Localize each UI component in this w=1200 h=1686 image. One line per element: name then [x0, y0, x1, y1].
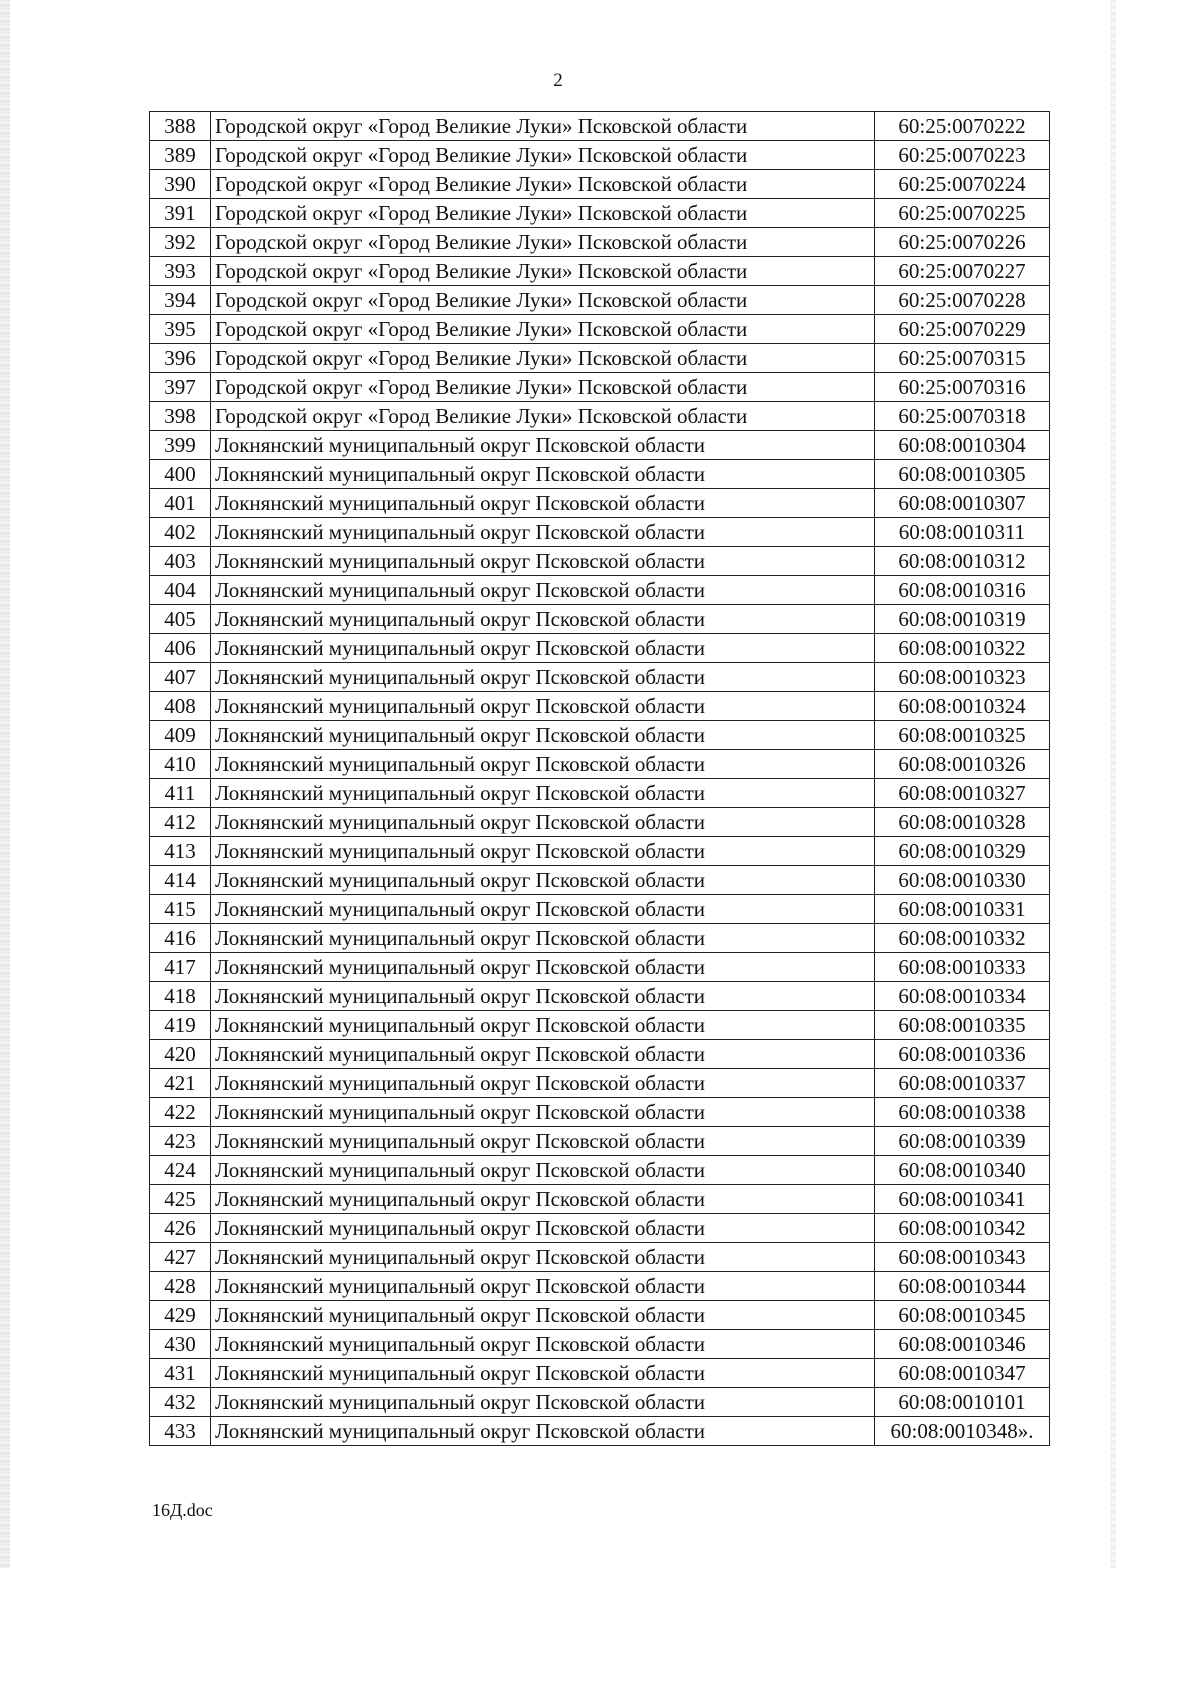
- cadastral-quarter-cell: 60:25:0070222: [875, 112, 1050, 141]
- table-row: [150, 228, 1050, 257]
- table-row: [150, 895, 1050, 924]
- municipality-cell: Локнянский муниципальный округ Псковской области: [211, 489, 875, 518]
- page-number: 2: [553, 70, 563, 91]
- municipality-cell: Локнянский муниципальный округ Псковской области: [211, 518, 875, 547]
- table-row: [150, 1214, 1050, 1243]
- row-number-cell: 425: [150, 1185, 211, 1214]
- row-number-cell: 416: [150, 924, 211, 953]
- cadastral-quarter-cell: 60:08:0010338: [875, 1098, 1050, 1127]
- table-row: [150, 112, 1050, 141]
- municipality-cell: Локнянский муниципальный округ Псковской области: [211, 837, 875, 866]
- cadastral-quarter-cell: 60:08:0010322: [875, 634, 1050, 663]
- cadastral-quarter-cell: 60:08:0010333: [875, 953, 1050, 982]
- row-number-cell: 431: [150, 1359, 211, 1388]
- municipality-cell: Локнянский муниципальный округ Псковской области: [211, 460, 875, 489]
- municipality-cell: Локнянский муниципальный округ Псковской области: [211, 1127, 875, 1156]
- cadastral-quarter-cell: 60:08:0010307: [875, 489, 1050, 518]
- municipality-cell: Локнянский муниципальный округ Псковской области: [211, 1359, 875, 1388]
- municipality-cell: Локнянский муниципальный округ Псковской области: [211, 1069, 875, 1098]
- row-number-cell: 409: [150, 721, 211, 750]
- row-number-cell: 428: [150, 1272, 211, 1301]
- municipality-cell: Городской округ «Город Великие Луки» Псковской области: [211, 228, 875, 257]
- table-row: [150, 750, 1050, 779]
- municipality-cell: Локнянский муниципальный округ Псковской области: [211, 982, 875, 1011]
- table-row: [150, 170, 1050, 199]
- row-number-cell: 432: [150, 1388, 211, 1417]
- row-number-cell: 420: [150, 1040, 211, 1069]
- row-number-cell: 393: [150, 257, 211, 286]
- municipality-cell: Локнянский муниципальный округ Псковской области: [211, 692, 875, 721]
- cadastral-quarter-cell: 60:08:0010342: [875, 1214, 1050, 1243]
- row-number-cell: 414: [150, 866, 211, 895]
- row-number-cell: 392: [150, 228, 211, 257]
- row-number-cell: 419: [150, 1011, 211, 1040]
- municipality-cell: Городской округ «Город Великие Луки» Псковской области: [211, 141, 875, 170]
- row-number-cell: 403: [150, 547, 211, 576]
- cadastral-quarter-cell: 60:25:0070227: [875, 257, 1050, 286]
- table-row: [150, 1127, 1050, 1156]
- table-row: [150, 837, 1050, 866]
- table-row: [150, 489, 1050, 518]
- table-row: [150, 402, 1050, 431]
- row-number-cell: 398: [150, 402, 211, 431]
- municipality-cell: Городской округ «Город Великие Луки» Псковской области: [211, 373, 875, 402]
- cadastral-quarter-cell: 60:08:0010340: [875, 1156, 1050, 1185]
- cadastral-quarter-cell: 60:08:0010316: [875, 576, 1050, 605]
- table-row: [150, 576, 1050, 605]
- row-number-cell: 430: [150, 1330, 211, 1359]
- table-row: [150, 1069, 1050, 1098]
- cadastral-quarter-cell: 60:08:0010331: [875, 895, 1050, 924]
- table-row: [150, 1040, 1050, 1069]
- municipality-cell: Локнянский муниципальный округ Псковской области: [211, 721, 875, 750]
- table-row: [150, 779, 1050, 808]
- row-number-cell: 407: [150, 663, 211, 692]
- table-row: [150, 634, 1050, 663]
- row-number-cell: 406: [150, 634, 211, 663]
- cadastral-quarter-cell: 60:25:0070315: [875, 344, 1050, 373]
- cadastral-quarter-cell: 60:25:0070223: [875, 141, 1050, 170]
- scan-edge-right: [1110, 0, 1116, 1568]
- table-row: [150, 1156, 1050, 1185]
- municipality-cell: Локнянский муниципальный округ Псковской области: [211, 1214, 875, 1243]
- cadastral-quarter-cell: 60:08:0010304: [875, 431, 1050, 460]
- row-number-cell: 396: [150, 344, 211, 373]
- row-number-cell: 411: [150, 779, 211, 808]
- table-row: [150, 1272, 1050, 1301]
- row-number-cell: 389: [150, 141, 211, 170]
- row-number-cell: 399: [150, 431, 211, 460]
- municipality-cell: Локнянский муниципальный округ Псковской области: [211, 1040, 875, 1069]
- row-number-cell: 421: [150, 1069, 211, 1098]
- municipality-cell: Городской округ «Город Великие Луки» Псковской области: [211, 286, 875, 315]
- cadastral-quarter-cell: 60:08:0010348».: [875, 1417, 1050, 1446]
- table-row: [150, 1243, 1050, 1272]
- cadastral-quarter-cell: 60:08:0010330: [875, 866, 1050, 895]
- row-number-cell: 395: [150, 315, 211, 344]
- municipality-cell: Локнянский муниципальный округ Псковской области: [211, 895, 875, 924]
- table-row: [150, 605, 1050, 634]
- municipality-cell: Локнянский муниципальный округ Псковской области: [211, 924, 875, 953]
- table-row: [150, 1330, 1050, 1359]
- table-row: [150, 344, 1050, 373]
- row-number-cell: 410: [150, 750, 211, 779]
- cadastral-quarter-cell: 60:08:0010341: [875, 1185, 1050, 1214]
- cadastral-quarter-cell: 60:08:0010326: [875, 750, 1050, 779]
- row-number-cell: 426: [150, 1214, 211, 1243]
- table-row: [150, 692, 1050, 721]
- municipality-cell: Локнянский муниципальный округ Псковской области: [211, 1011, 875, 1040]
- row-number-cell: 415: [150, 895, 211, 924]
- row-number-cell: 388: [150, 112, 211, 141]
- municipality-cell: Локнянский муниципальный округ Псковской области: [211, 1272, 875, 1301]
- table-row: [150, 518, 1050, 547]
- row-number-cell: 401: [150, 489, 211, 518]
- row-number-cell: 394: [150, 286, 211, 315]
- cadastral-quarter-cell: 60:08:0010311: [875, 518, 1050, 547]
- row-number-cell: 417: [150, 953, 211, 982]
- table-row: [150, 663, 1050, 692]
- cadastral-quarter-cell: 60:08:0010344: [875, 1272, 1050, 1301]
- row-number-cell: 427: [150, 1243, 211, 1272]
- table-row: [150, 460, 1050, 489]
- cadastral-quarter-cell: 60:25:0070226: [875, 228, 1050, 257]
- table-row: [150, 1185, 1050, 1214]
- cadastral-quarter-cell: 60:25:0070225: [875, 199, 1050, 228]
- municipality-cell: Локнянский муниципальный округ Псковской области: [211, 431, 875, 460]
- table-row: [150, 286, 1050, 315]
- municipality-cell: Локнянский муниципальный округ Псковской области: [211, 634, 875, 663]
- cadastral-quarter-cell: 60:25:0070229: [875, 315, 1050, 344]
- municipality-cell: Локнянский муниципальный округ Псковской области: [211, 605, 875, 634]
- table-row: [150, 982, 1050, 1011]
- municipality-cell: Городской округ «Город Великие Луки» Псковской области: [211, 402, 875, 431]
- row-number-cell: 423: [150, 1127, 211, 1156]
- cadastral-quarter-cell: 60:08:0010325: [875, 721, 1050, 750]
- row-number-cell: 390: [150, 170, 211, 199]
- cadastral-quarter-cell: 60:08:0010334: [875, 982, 1050, 1011]
- table-row: [150, 1011, 1050, 1040]
- table-row: [150, 257, 1050, 286]
- municipality-cell: Городской округ «Город Великие Луки» Псковской области: [211, 315, 875, 344]
- municipality-cell: Локнянский муниципальный округ Псковской области: [211, 1301, 875, 1330]
- table-row: [150, 1388, 1050, 1417]
- municipality-cell: Локнянский муниципальный округ Псковской области: [211, 953, 875, 982]
- table-row: [150, 1417, 1050, 1446]
- municipality-cell: Локнянский муниципальный округ Псковской области: [211, 663, 875, 692]
- scan-edge-left: [0, 0, 10, 1568]
- row-number-cell: 424: [150, 1156, 211, 1185]
- parcels-table-body: [150, 112, 1050, 1446]
- table-row: [150, 315, 1050, 344]
- municipality-cell: Городской округ «Город Великие Луки» Псковской области: [211, 199, 875, 228]
- municipality-cell: Локнянский муниципальный округ Псковской области: [211, 779, 875, 808]
- table-row: [150, 808, 1050, 837]
- municipality-cell: Локнянский муниципальный округ Псковской области: [211, 1098, 875, 1127]
- municipality-cell: Локнянский муниципальный округ Псковской области: [211, 866, 875, 895]
- municipality-cell: Городской округ «Город Великие Луки» Псковской области: [211, 257, 875, 286]
- cadastral-quarter-cell: 60:08:0010324: [875, 692, 1050, 721]
- cadastral-quarter-cell: 60:08:0010328: [875, 808, 1050, 837]
- cadastral-quarter-cell: 60:08:0010319: [875, 605, 1050, 634]
- cadastral-quarter-cell: 60:08:0010345: [875, 1301, 1050, 1330]
- municipality-cell: Локнянский муниципальный округ Псковской области: [211, 750, 875, 779]
- table-row: [150, 866, 1050, 895]
- municipality-cell: Городской округ «Город Великие Луки» Псковской области: [211, 170, 875, 199]
- cadastral-quarter-cell: 60:25:0070318: [875, 402, 1050, 431]
- cadastral-quarter-cell: 60:25:0070316: [875, 373, 1050, 402]
- table-row: [150, 431, 1050, 460]
- row-number-cell: 405: [150, 605, 211, 634]
- row-number-cell: 404: [150, 576, 211, 605]
- table-row: [150, 373, 1050, 402]
- cadastral-quarter-cell: 60:08:0010336: [875, 1040, 1050, 1069]
- municipality-cell: Локнянский муниципальный округ Псковской области: [211, 1185, 875, 1214]
- municipality-cell: Локнянский муниципальный округ Псковской области: [211, 1417, 875, 1446]
- table-row: [150, 1359, 1050, 1388]
- cadastral-quarter-cell: 60:08:0010305: [875, 460, 1050, 489]
- table-row: [150, 924, 1050, 953]
- cadastral-quarter-cell: 60:08:0010346: [875, 1330, 1050, 1359]
- row-number-cell: 412: [150, 808, 211, 837]
- row-number-cell: 433: [150, 1417, 211, 1446]
- municipality-cell: Локнянский муниципальный округ Псковской области: [211, 547, 875, 576]
- row-number-cell: 418: [150, 982, 211, 1011]
- cadastral-quarter-cell: 60:08:0010343: [875, 1243, 1050, 1272]
- cadastral-quarter-cell: 60:08:0010323: [875, 663, 1050, 692]
- municipality-cell: Локнянский муниципальный округ Псковской области: [211, 1243, 875, 1272]
- table-row: [150, 721, 1050, 750]
- cadastral-quarter-cell: 60:08:0010312: [875, 547, 1050, 576]
- row-number-cell: 408: [150, 692, 211, 721]
- cadastral-quarter-cell: 60:08:0010101: [875, 1388, 1050, 1417]
- municipality-cell: Локнянский муниципальный округ Псковской области: [211, 1330, 875, 1359]
- municipality-cell: Локнянский муниципальный округ Псковской области: [211, 1156, 875, 1185]
- cadastral-quarter-cell: 60:08:0010339: [875, 1127, 1050, 1156]
- table-row: [150, 1301, 1050, 1330]
- row-number-cell: 402: [150, 518, 211, 547]
- cadastral-quarter-cell: 60:08:0010329: [875, 837, 1050, 866]
- table-row: [150, 953, 1050, 982]
- cadastral-quarter-cell: 60:25:0070224: [875, 170, 1050, 199]
- cadastral-quarter-cell: 60:08:0010335: [875, 1011, 1050, 1040]
- row-number-cell: 391: [150, 199, 211, 228]
- table-row: [150, 1098, 1050, 1127]
- cadastral-quarter-cell: 60:08:0010327: [875, 779, 1050, 808]
- row-number-cell: 422: [150, 1098, 211, 1127]
- municipality-cell: Локнянский муниципальный округ Псковской области: [211, 1388, 875, 1417]
- row-number-cell: 400: [150, 460, 211, 489]
- table-row: [150, 141, 1050, 170]
- table-row: [150, 547, 1050, 576]
- table-row: [150, 199, 1050, 228]
- municipality-cell: Локнянский муниципальный округ Псковской области: [211, 808, 875, 837]
- cadastral-quarter-cell: 60:08:0010337: [875, 1069, 1050, 1098]
- cadastral-quarter-cell: 60:08:0010332: [875, 924, 1050, 953]
- parcels-table: [149, 111, 1050, 1446]
- cadastral-quarter-cell: 60:08:0010347: [875, 1359, 1050, 1388]
- row-number-cell: 413: [150, 837, 211, 866]
- municipality-cell: Городской округ «Город Великие Луки» Псковской области: [211, 344, 875, 373]
- municipality-cell: Локнянский муниципальный округ Псковской области: [211, 576, 875, 605]
- row-number-cell: 397: [150, 373, 211, 402]
- municipality-cell: Городской округ «Город Великие Луки» Псковской области: [211, 112, 875, 141]
- footer-file-name: 16Д.doc: [152, 1500, 213, 1520]
- cadastral-quarter-cell: 60:25:0070228: [875, 286, 1050, 315]
- row-number-cell: 429: [150, 1301, 211, 1330]
